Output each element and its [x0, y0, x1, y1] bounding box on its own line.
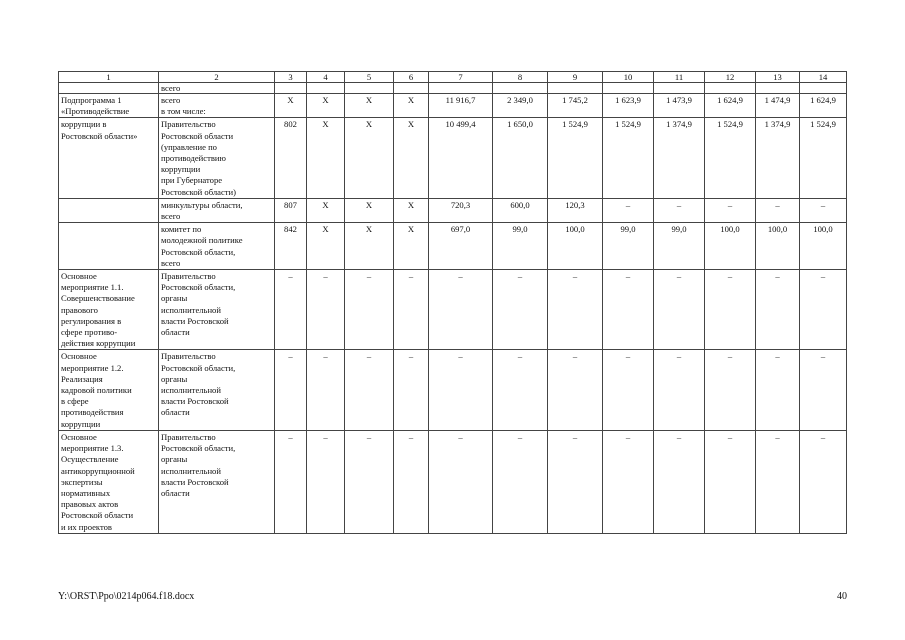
value-cell: 100,0 — [800, 223, 847, 270]
value-cell: – — [493, 430, 548, 533]
value-cell: X — [394, 223, 429, 270]
column-number-cell: 12 — [705, 72, 756, 83]
value-cell: 807 — [275, 198, 307, 222]
value-cell — [548, 83, 603, 94]
value-cell: – — [603, 198, 654, 222]
table-row — [59, 198, 847, 222]
value-cell: 1 624,9 — [705, 94, 756, 118]
value-cell: – — [705, 270, 756, 350]
executor-cell: комитет по молодежной политике Ростовской области, всего — [159, 223, 275, 270]
program-name-cell — [59, 198, 159, 222]
value-cell: X — [345, 94, 394, 118]
value-cell: 1 473,9 — [654, 94, 705, 118]
column-number-cell: 4 — [307, 72, 345, 83]
value-cell: 1 623,9 — [603, 94, 654, 118]
value-cell — [603, 83, 654, 94]
value-cell — [345, 83, 394, 94]
column-number-cell: 14 — [800, 72, 847, 83]
value-cell: – — [275, 350, 307, 430]
value-cell — [275, 83, 307, 94]
value-cell: 10 499,4 — [429, 118, 493, 198]
value-cell: – — [654, 430, 705, 533]
value-cell: – — [654, 350, 705, 430]
value-cell: 1 624,9 — [800, 94, 847, 118]
value-cell: 2 349,0 — [493, 94, 548, 118]
table-body — [59, 72, 847, 534]
value-cell: – — [756, 198, 800, 222]
value-cell: – — [548, 270, 603, 350]
value-cell — [800, 83, 847, 94]
value-cell: – — [603, 430, 654, 533]
value-cell — [307, 83, 345, 94]
value-cell: – — [705, 430, 756, 533]
value-cell: – — [603, 270, 654, 350]
value-cell: – — [705, 198, 756, 222]
value-cell: – — [307, 430, 345, 533]
value-cell: – — [307, 350, 345, 430]
value-cell: – — [394, 430, 429, 533]
footer-page-number: 40 — [837, 591, 847, 602]
value-cell: 1 524,9 — [548, 118, 603, 198]
value-cell: 11 916,7 — [429, 94, 493, 118]
value-cell: – — [548, 430, 603, 533]
value-cell: X — [275, 94, 307, 118]
table-row — [59, 430, 847, 533]
value-cell: – — [493, 350, 548, 430]
table-row — [59, 223, 847, 270]
value-cell: 802 — [275, 118, 307, 198]
value-cell — [493, 83, 548, 94]
value-cell: X — [345, 223, 394, 270]
value-cell: – — [493, 270, 548, 350]
footer-file-path: Y:\ORST\Ppo\0214p064.f18.docx — [58, 591, 195, 602]
value-cell: 100,0 — [705, 223, 756, 270]
value-cell: – — [603, 350, 654, 430]
program-name-cell: Основное мероприятие 1.1. Совершенствование правового регулирования в сфере противо- действия коррупции — [59, 270, 159, 350]
value-cell: X — [307, 118, 345, 198]
value-cell — [705, 83, 756, 94]
value-cell: X — [394, 118, 429, 198]
program-name-cell — [59, 223, 159, 270]
value-cell: – — [800, 270, 847, 350]
program-name-cell: Основное мероприятие 1.2. Реализация кадровой политики в сфере противодействия коррупции — [59, 350, 159, 430]
value-cell: X — [394, 94, 429, 118]
value-cell: X — [307, 94, 345, 118]
value-cell: – — [394, 270, 429, 350]
value-cell: – — [307, 270, 345, 350]
value-cell: – — [654, 270, 705, 350]
column-number-cell: 1 — [59, 72, 159, 83]
value-cell: – — [800, 430, 847, 533]
value-cell: 1 524,9 — [800, 118, 847, 198]
value-cell: – — [345, 270, 394, 350]
value-cell: 1 524,9 — [705, 118, 756, 198]
value-cell: 1 374,9 — [654, 118, 705, 198]
value-cell: 842 — [275, 223, 307, 270]
program-name-cell: Подпрограмма 1 «Противодействие — [59, 94, 159, 118]
column-number-cell: 7 — [429, 72, 493, 83]
value-cell: 1 374,9 — [756, 118, 800, 198]
value-cell: 100,0 — [756, 223, 800, 270]
value-cell: – — [275, 270, 307, 350]
column-number-cell: 11 — [654, 72, 705, 83]
value-cell: – — [548, 350, 603, 430]
value-cell: – — [345, 350, 394, 430]
value-cell: – — [705, 350, 756, 430]
value-cell: – — [800, 198, 847, 222]
value-cell: 100,0 — [548, 223, 603, 270]
value-cell: 99,0 — [493, 223, 548, 270]
value-cell — [429, 83, 493, 94]
value-cell: 99,0 — [654, 223, 705, 270]
column-number-cell: 8 — [493, 72, 548, 83]
value-cell — [654, 83, 705, 94]
value-cell: X — [345, 118, 394, 198]
executor-cell: Правительство Ростовской области, органы исполнительной власти Ростовской области — [159, 430, 275, 533]
value-cell: X — [394, 198, 429, 222]
column-number-cell: 2 — [159, 72, 275, 83]
executor-cell: Правительство Ростовской области (управление по противодействию коррупции при Губернаторе Ростовской области) — [159, 118, 275, 198]
value-cell: – — [345, 430, 394, 533]
program-name-cell: Основное мероприятие 1.3. Осуществление антикоррупционной экспертизы нормативных правовых актов Ростовской области и их проектов — [59, 430, 159, 533]
value-cell: 1 650,0 — [493, 118, 548, 198]
table-row — [59, 83, 847, 94]
value-cell: X — [307, 223, 345, 270]
value-cell: – — [429, 350, 493, 430]
value-cell: 720,3 — [429, 198, 493, 222]
value-cell: 99,0 — [603, 223, 654, 270]
column-number-row — [59, 72, 847, 83]
value-cell: – — [756, 270, 800, 350]
value-cell: – — [394, 350, 429, 430]
executor-cell: Правительство Ростовской области, органы исполнительной власти Ростовской области — [159, 270, 275, 350]
value-cell — [756, 83, 800, 94]
executor-cell: Правительство Ростовской области, органы исполнительной власти Ростовской области — [159, 350, 275, 430]
table-row — [59, 94, 847, 118]
value-cell: 1 524,9 — [603, 118, 654, 198]
value-cell: 697,0 — [429, 223, 493, 270]
table-row — [59, 118, 847, 198]
value-cell: 120,3 — [548, 198, 603, 222]
value-cell: – — [756, 350, 800, 430]
column-number-cell: 13 — [756, 72, 800, 83]
table-row — [59, 350, 847, 430]
program-name-cell — [59, 83, 159, 94]
value-cell: – — [275, 430, 307, 533]
budget-table — [58, 71, 847, 534]
value-cell: – — [654, 198, 705, 222]
executor-cell: минкультуры области, всего — [159, 198, 275, 222]
value-cell — [394, 83, 429, 94]
column-number-cell: 9 — [548, 72, 603, 83]
value-cell: 1 745,2 — [548, 94, 603, 118]
value-cell: – — [429, 270, 493, 350]
column-number-cell: 6 — [394, 72, 429, 83]
column-number-cell: 10 — [603, 72, 654, 83]
table-row — [59, 270, 847, 350]
executor-cell: всего — [159, 83, 275, 94]
executor-cell: всего в том числе: — [159, 94, 275, 118]
column-number-cell: 3 — [275, 72, 307, 83]
value-cell: X — [345, 198, 394, 222]
value-cell: – — [429, 430, 493, 533]
value-cell: 600,0 — [493, 198, 548, 222]
value-cell: 1 474,9 — [756, 94, 800, 118]
value-cell: – — [800, 350, 847, 430]
program-name-cell: коррупции в Ростовской области» — [59, 118, 159, 198]
value-cell: X — [307, 198, 345, 222]
column-number-cell: 5 — [345, 72, 394, 83]
value-cell: – — [756, 430, 800, 533]
